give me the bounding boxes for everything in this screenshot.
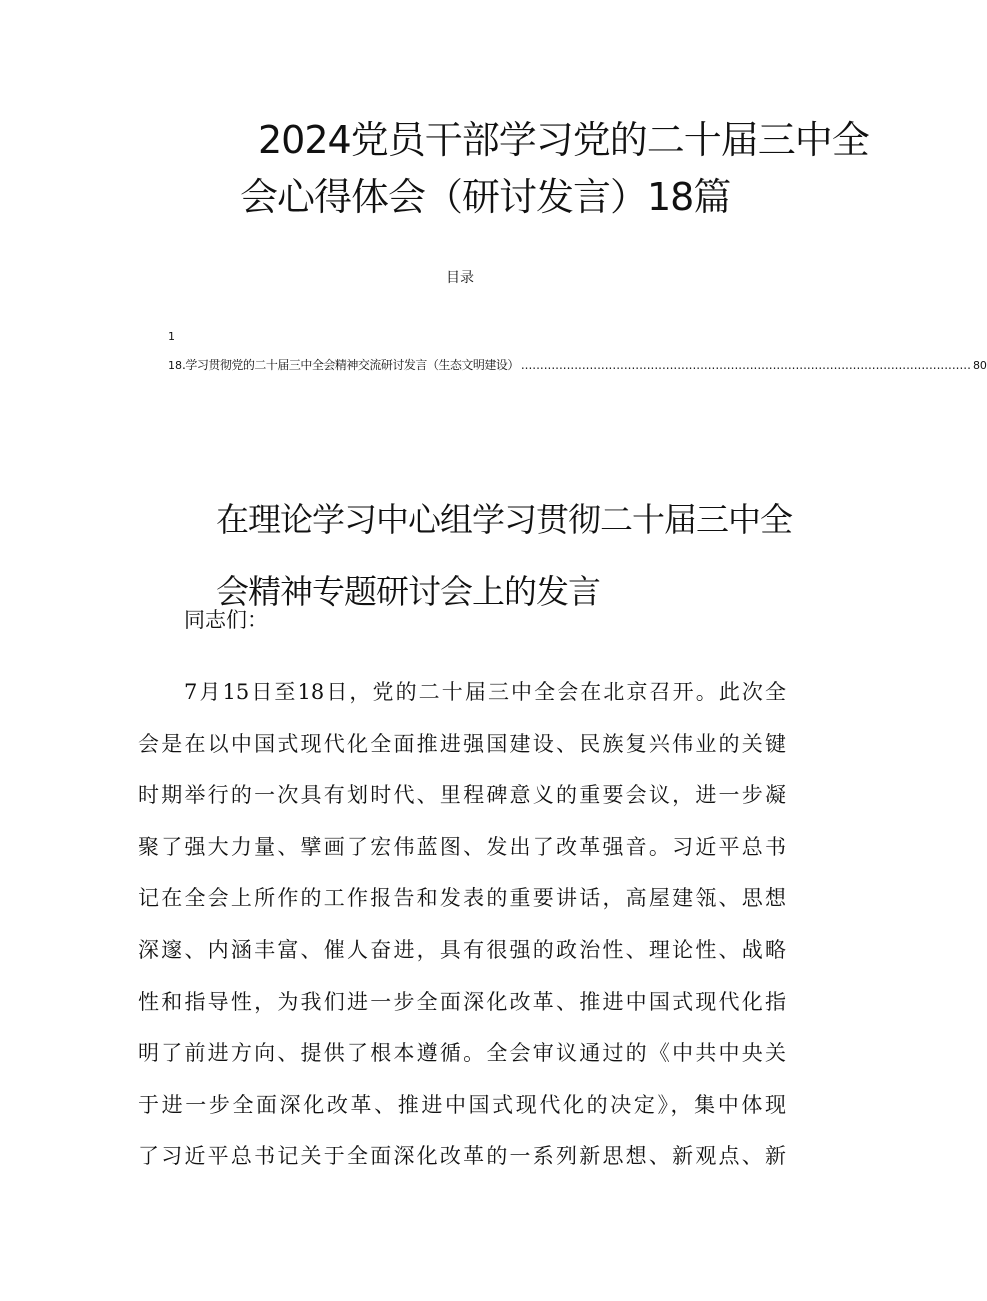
body-line: 7月15日至18日，党的二十届三中全会在北京召开。此次全 — [184, 680, 786, 704]
body-line: 性和指导性，为我们进一步全面深化改革、推进中国式现代化指 — [138, 989, 786, 1014]
body-line: 聚了强大力量、擘画了宏伟蓝图、发出了改革强音。习近平总书 — [138, 834, 786, 859]
toc-heading: 目录 — [446, 270, 474, 286]
body-line: 时期举行的一次具有划时代、里程碑意义的重要会议，进一步凝 — [138, 783, 786, 808]
toc-entry-label[interactable]: .学习贯彻党的二十届三中全会精神交流研讨发言（生态文明建设） — [182, 358, 519, 372]
document-title-line-1: 2024党员干部学习党的二十届三中全 — [258, 118, 869, 162]
body-line: 于进一步全面深化改革、推进中国式现代化的决定》，集中体现 — [138, 1092, 786, 1117]
body-line: 记在全会上所作的工作报告和发表的重要讲话，高屋建瓴、思想 — [138, 886, 786, 911]
toc-entry-index: 18 — [168, 359, 182, 372]
speech-title-line-1: 在理论学习中心组学习贯彻二十届三中全 — [216, 500, 792, 539]
toc-entry-page: 80 — [972, 359, 987, 372]
body-line: 会是在以中国式现代化全面推进强国建设、民族复兴伟业的关键 — [138, 731, 786, 756]
salutation: 同志们： — [184, 608, 268, 632]
toc-entry-leader: ...................................................................................................................... — [520, 358, 971, 372]
document-title-line-2: 会心得体会（研讨发言）18篇 — [240, 175, 731, 219]
toc-stray-number: 1 — [168, 330, 175, 343]
body-line: 明了前进方向、提供了根本遵循。全会审议通过的《中共中央关 — [138, 1041, 786, 1066]
body-line: 了习近平总书记关于全面深化改革的一系列新思想、新观点、新 — [138, 1144, 786, 1169]
speech-title-line-2: 会精神专题研讨会上的发言 — [216, 572, 600, 611]
speech-body — [138, 677, 786, 1193]
toc-entry[interactable] — [168, 357, 987, 374]
body-line: 深邃、内涵丰富、催人奋进，具有很强的政治性、理论性、战略 — [138, 937, 786, 962]
